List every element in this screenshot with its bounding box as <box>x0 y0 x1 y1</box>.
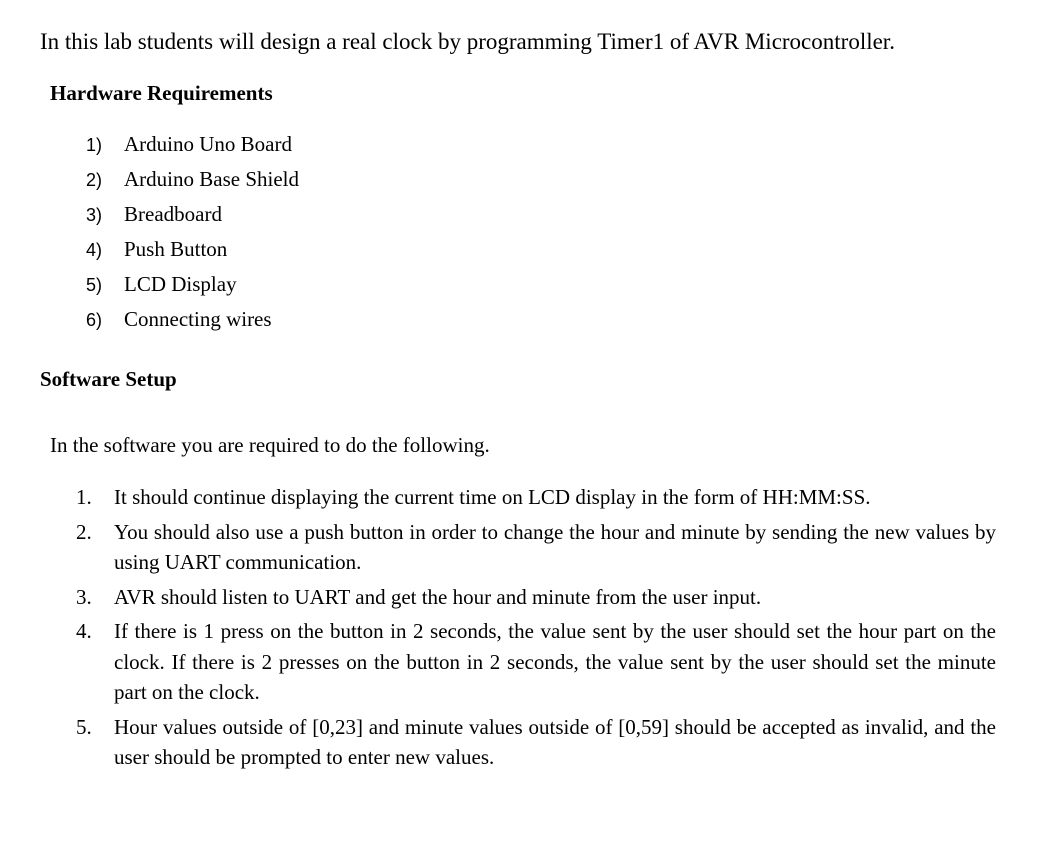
list-item-number: 6) <box>86 310 103 330</box>
list-item <box>76 517 996 578</box>
list-item-label: Connecting wires <box>124 307 272 331</box>
list-item-text: You should also use a push button in order to change the hour and minute by sending the new values by using UART communication. <box>114 519 996 574</box>
list-item-text: Hour values outside of [0,23] and minute values outside of [0,59] should be accepted as invalid, and the user should be prompted to enter new values. <box>114 714 996 769</box>
list-item-number: 2. <box>76 519 92 544</box>
list-item-number: 5) <box>86 275 103 295</box>
list-item <box>76 582 996 613</box>
list-item <box>76 616 996 708</box>
list-item <box>86 200 299 235</box>
list-item-label: LCD Display <box>124 272 237 296</box>
list-item-text: If there is 1 press on the button in 2 seconds, the value sent by the user should set the hour part on the clock. If there is 2 presses on the button in 2 seconds, the value sent by the user should set the minute part on the clock. <box>114 619 996 704</box>
list-item-number: 3) <box>86 205 103 225</box>
list-item <box>86 130 299 165</box>
list-item <box>86 165 299 200</box>
hardware-requirements-heading: Hardware Requirements <box>50 81 273 105</box>
list-item-label: Breadboard <box>124 202 222 226</box>
list-item <box>86 270 299 305</box>
software-setup-heading: Software Setup <box>40 367 177 391</box>
list-item <box>76 712 996 773</box>
list-item-number: 2) <box>86 170 103 190</box>
list-item-number: 3. <box>76 584 92 609</box>
intro-paragraph: In this lab students will design a real clock by programming Timer1 of AVR Microcontroller. <box>40 29 895 54</box>
list-item-text: It should continue displaying the current time on LCD display in the form of HH:MM:SS. <box>114 485 871 509</box>
list-item <box>76 482 996 513</box>
list-item-number: 5. <box>76 714 92 739</box>
list-item-text: AVR should listen to UART and get the hour and minute from the user input. <box>114 584 762 609</box>
list-item-number: 1) <box>86 135 103 155</box>
list-item-number: 1. <box>76 485 92 509</box>
software-requirements-list <box>76 482 996 777</box>
list-item-label: Arduino Base Shield <box>124 167 299 191</box>
list-item-number: 4. <box>76 619 92 643</box>
hardware-list <box>86 130 299 340</box>
list-item-label: Push Button <box>124 237 228 261</box>
list-item-number: 4) <box>86 240 103 260</box>
software-intro-paragraph: In the software you are required to do the following. <box>50 433 490 457</box>
list-item-label: Arduino Uno Board <box>124 132 292 156</box>
list-item <box>86 305 299 340</box>
list-item <box>86 235 299 270</box>
